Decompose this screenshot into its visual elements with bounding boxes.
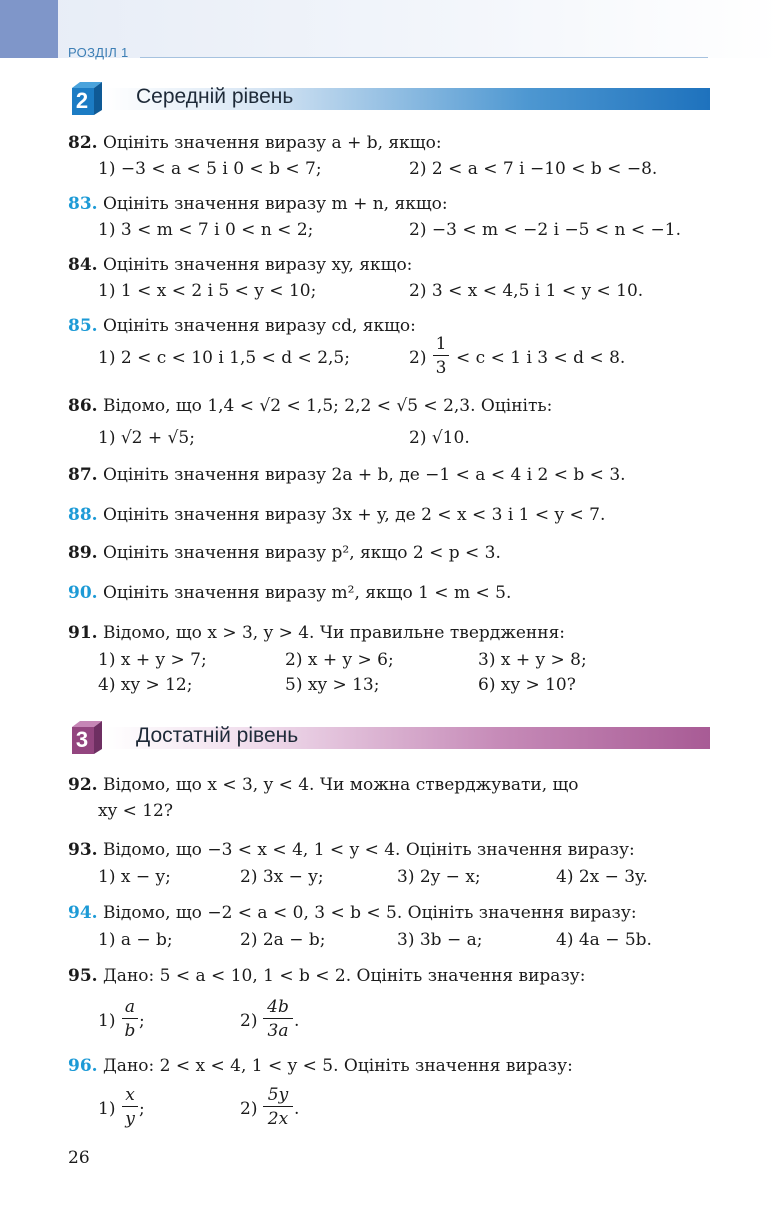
task-number: 87. xyxy=(68,465,98,485)
fraction-numerator: a xyxy=(124,997,136,1017)
task-text: Дано: 2 < x < 4, 1 < y < 5. Оцініть значення виразу: xyxy=(102,1056,573,1076)
task-item: 1) x − y; xyxy=(98,867,171,887)
task-text: Оцініть значення виразу 2a + b, де −1 < a < 4 і 2 < b < 3. xyxy=(102,465,626,485)
punctuation: ; xyxy=(139,1099,145,1119)
task-text: Оцініть значення виразу p², якщо 2 < p < 3. xyxy=(102,543,501,563)
punctuation: . xyxy=(294,1011,300,1031)
task-item: 2) 2a − b; xyxy=(240,930,326,950)
task-item: 1) a − b; xyxy=(98,930,173,950)
task-text: Оцініть значення виразу m + n, якщо: xyxy=(102,194,448,214)
task-text: Оцініть значення виразу 3x + y, де 2 < x < 3 і 1 < y < 7. xyxy=(102,505,606,525)
task-item: 3) 2y − x; xyxy=(397,867,481,887)
task-text: Відомо, що 1,4 < √2 < 1,5; 2,2 < √5 < 2,3. Оцініть: xyxy=(102,396,553,416)
task-item: 3) 3b − a; xyxy=(397,930,483,950)
fraction xyxy=(122,997,138,1041)
task-item: 1) √2 + √5; xyxy=(98,428,195,448)
task-text: Оцініть значення виразу m², якщо 1 < m < 5. xyxy=(102,583,512,603)
task-text: Відомо, що x > 3, y > 4. Чи правильне твердження: xyxy=(102,623,566,643)
task-item: 2) 2 < a < 7 і −10 < b < −8. xyxy=(409,159,658,179)
task-item: 1) 2 < c < 10 і 1,5 < d < 2,5; xyxy=(98,348,350,368)
task-item: 4) 4a − 5b. xyxy=(556,930,652,950)
task-number: 96. xyxy=(68,1056,98,1076)
task-item-label: 2) xyxy=(240,1011,258,1031)
page-number: 26 xyxy=(68,1148,90,1168)
task-number: 95. xyxy=(68,966,98,986)
task-text: Оцініть значення виразу xy, якщо: xyxy=(102,255,413,275)
task-item: 2) xyxy=(409,348,427,368)
fraction xyxy=(122,1085,138,1129)
task-number: 82. xyxy=(68,133,98,153)
level-3-number: 3 xyxy=(75,727,89,752)
task-number: 90. xyxy=(68,583,98,603)
task-number: 84. xyxy=(68,255,98,275)
task-text: xy < 12? xyxy=(98,801,173,821)
task-item-label: 2) xyxy=(240,1099,258,1119)
task-item: 1) x + y > 7; xyxy=(98,650,207,670)
task-item-label: 1) xyxy=(98,1011,116,1031)
task-item: 2) −3 < m < −2 і −5 < n < −1. xyxy=(409,220,682,240)
task-item: 1) 3 < m < 7 і 0 < n < 2; xyxy=(98,220,314,240)
task-text: Відомо, що x < 3, y < 4. Чи можна стверджувати, що xyxy=(102,775,579,795)
task-number: 93. xyxy=(68,840,98,860)
fraction xyxy=(263,1085,293,1129)
task-item: 3) x + y > 8; xyxy=(478,650,587,670)
fraction-denominator: y xyxy=(125,1109,135,1129)
task-number: 91. xyxy=(68,623,98,643)
level-3-header xyxy=(68,719,710,755)
header-rule xyxy=(140,57,708,58)
fraction-numerator: x xyxy=(125,1085,135,1105)
task-item: 5) xy > 13; xyxy=(285,675,380,695)
task-item: 2) 3 < x < 4,5 і 1 < y < 10. xyxy=(409,281,644,301)
task-number: 83. xyxy=(68,194,98,214)
task-item: < c < 1 і 3 < d < 8. xyxy=(456,348,626,368)
corner-block xyxy=(0,0,58,58)
task-item: 1) 1 < x < 2 і 5 < y < 10; xyxy=(98,281,317,301)
fraction-bar xyxy=(263,1106,293,1107)
task-item-label: 1) xyxy=(98,1099,116,1119)
fraction xyxy=(263,997,293,1041)
fraction-numerator: 1 xyxy=(435,334,447,354)
task-text: Оцініть значення виразу a + b, якщо: xyxy=(102,133,442,153)
task-item: 2) 3x − y; xyxy=(240,867,324,887)
task-item: 2) √10. xyxy=(409,428,470,448)
task-item: 4) xy > 12; xyxy=(98,675,193,695)
fraction-denominator: b xyxy=(124,1021,136,1041)
level-2-title: Середній рівень xyxy=(136,85,294,108)
level-2-header xyxy=(68,80,710,116)
fraction-denominator: 3a xyxy=(267,1021,289,1041)
task-number: 85. xyxy=(68,316,98,336)
task-text: Оцініть значення виразу cd, якщо: xyxy=(102,316,416,336)
task-item: 6) xy > 10? xyxy=(478,675,576,695)
level-3-title: Достатній рівень xyxy=(136,724,299,747)
punctuation: ; xyxy=(139,1011,145,1031)
fraction-denominator: 2x xyxy=(267,1109,289,1129)
task-item: 1) −3 < a < 5 і 0 < b < 7; xyxy=(98,159,322,179)
fraction-bar xyxy=(122,1018,138,1019)
fraction-numerator: 4b xyxy=(267,997,289,1017)
task-item: 2) x + y > 6; xyxy=(285,650,394,670)
task-number: 89. xyxy=(68,543,98,563)
fraction-bar xyxy=(263,1018,293,1019)
task-text: Дано: 5 < a < 10, 1 < b < 2. Оцініть значення виразу: xyxy=(102,966,586,986)
punctuation: . xyxy=(294,1099,300,1119)
fraction-bar xyxy=(122,1106,138,1107)
level-2-number: 2 xyxy=(75,88,89,113)
fraction-numerator: 5y xyxy=(267,1085,289,1105)
chapter-label: РОЗДІЛ 1 xyxy=(68,45,129,60)
task-text: Відомо, що −3 < x < 4, 1 < y < 4. Оцініть значення виразу: xyxy=(102,840,635,860)
task-number: 88. xyxy=(68,505,98,525)
task-number: 94. xyxy=(68,903,98,923)
task-text: Відомо, що −2 < a < 0, 3 < b < 5. Оцініть значення виразу: xyxy=(102,903,637,923)
task-number: 86. xyxy=(68,396,98,416)
fraction-denominator: 3 xyxy=(435,358,447,378)
task-item: 4) 2x − 3y. xyxy=(556,867,648,887)
fraction-bar xyxy=(433,355,449,356)
fraction xyxy=(433,334,449,378)
task-number: 92. xyxy=(68,775,98,795)
